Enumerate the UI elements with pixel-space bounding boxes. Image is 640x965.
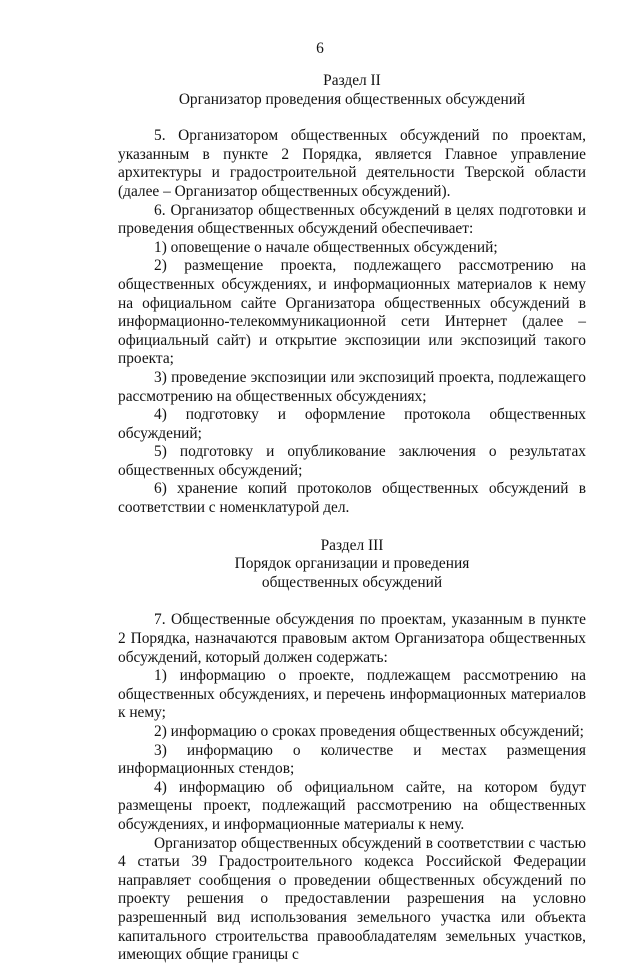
list-item: 6) хранение копий протоколов общественных обсуждений в соответствии с номенклатурой дел. <box>118 480 586 517</box>
list-item: 2) размещение проекта, подлежащего рассмотрению на общественных обсуждениях, и информационных материалов к нему на официальном сайте Организатора общественных обсуждений в информационно-телекоммуникационной сети Интернет (далее – официальный сайт) и открытие экспозиции или экспозиций такого проекта; <box>118 257 586 368</box>
section-3-heading <box>118 537 586 593</box>
paragraph-7: 7. Общественные обсуждения по проектам, указанным в пункте 2 Порядка, назначаются правовым актом Организатора общественных обсуждений, который должен содержать: <box>118 611 586 666</box>
list-item: 3) проведение экспозиции или экспозиций проекта, подлежащего рассмотрению на общественных обсуждениях; <box>118 368 586 405</box>
list-item: 2) информацию о сроках проведения общественных обсуждений; <box>154 723 584 740</box>
list-item: 4) информацию об официальном сайте, на котором будут размещены проект, подлежащий рассмотрению на общественных обсуждениях, и информационные материалы к нему. <box>118 778 586 833</box>
section-3-body <box>118 611 586 964</box>
section-2-heading <box>118 72 586 109</box>
page-content <box>118 72 586 965</box>
list-item: 1) информацию о проекте, подлежащем рассмотрению на общественных обсуждениях, и перечень информационных материалов к нему; <box>118 667 586 722</box>
section-2-body <box>118 127 586 517</box>
section-3-subtitle-line-1: Порядок организации и проведения <box>234 555 470 573</box>
section-3-subtitle-line-2: общественных обсуждений <box>261 573 443 591</box>
list-item: 5) подготовку и опубликование заключения о результатах общественных обсуждений; <box>118 443 586 479</box>
list-item: 4) подготовку и оформление протокола общественных обсуждений; <box>118 406 586 442</box>
paragraph-notice: Организатор общественных обсуждений в соответствии с частью 4 статьи 39 Градостроительного кодекса Российской Федерации направляет сообщения о проведении общественных обсуждений по проекту решения о предоставлении разрешения на условно разрешенный вид использования земельного участка или объекта капитального строительства правообладателям земельных участков, имеющих общие границы с <box>118 834 586 964</box>
list-item: 3) информацию о количестве и местах размещения информационных стендов; <box>118 741 586 778</box>
paragraph-5: 5. Организатором общественных обсуждений по проектам, указанным в пункте 2 Порядка, является Главное управление архитектуры и градостроительной деятельности Тверской области (далее – Организатор общественных обсуждений). <box>118 127 586 200</box>
paragraph-6: 6. Организатор общественных обсуждений в целях подготовки и проведения общественных обсуждений обеспечивает: <box>118 201 586 238</box>
section-2-title: Раздел II <box>323 72 381 89</box>
section-3-title: Раздел III <box>320 536 384 554</box>
page-number: 6 <box>316 40 324 57</box>
section-2-subtitle: Организатор проведения общественных обсуждений <box>178 90 526 108</box>
list-item: 1) оповещение о начале общественных обсуждений; <box>154 238 498 256</box>
